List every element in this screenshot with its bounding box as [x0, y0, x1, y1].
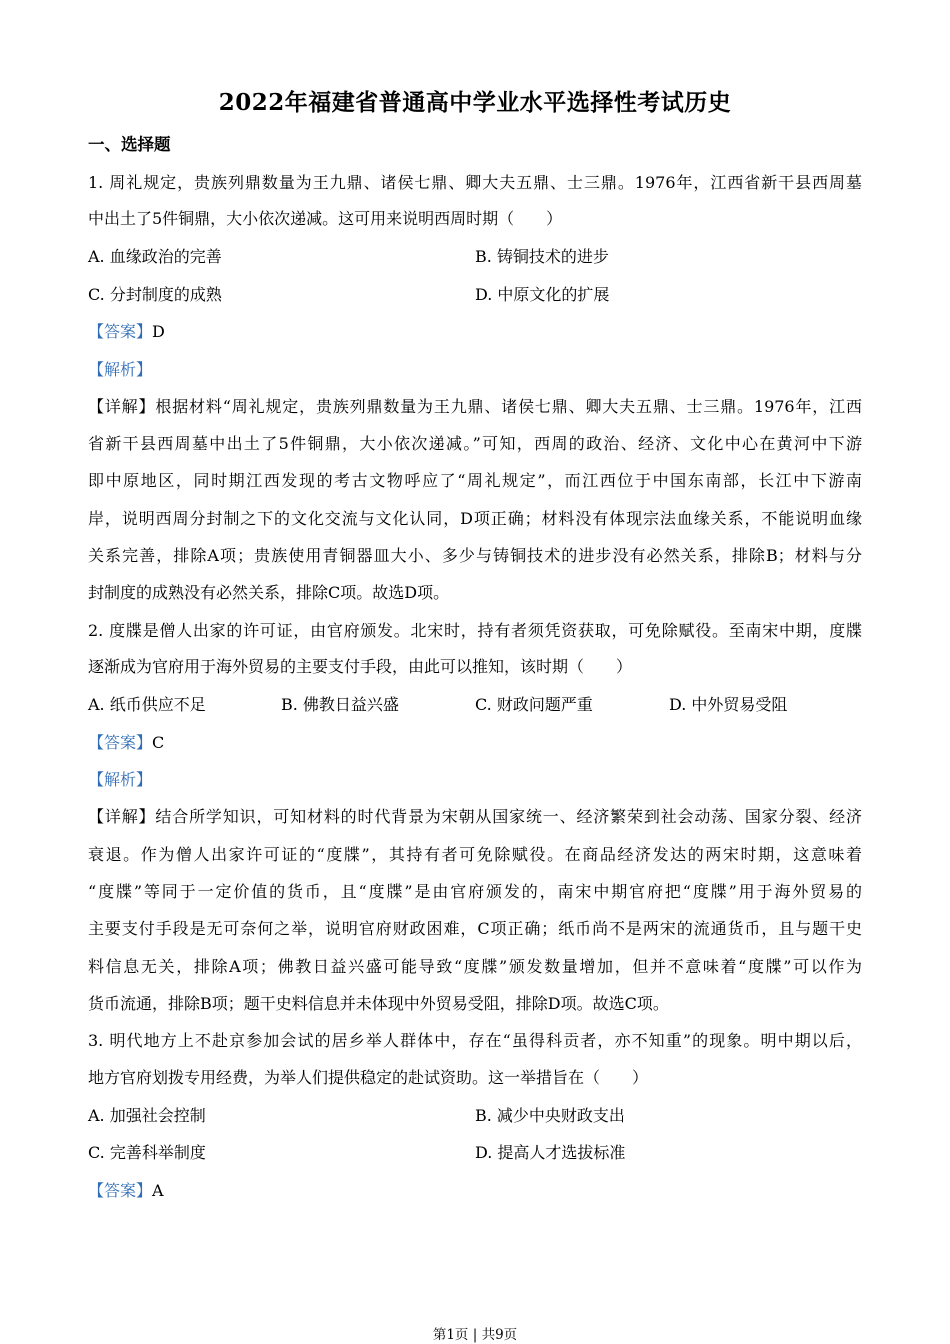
q1-detail-line-3: 即中原地区，同时期江西发现的考古文物呼应了“周礼规定”，而江西位于中国东南部，长江中下游南 — [88, 471, 862, 490]
q2-stem-line-1: 2. 度牒是僧人出家的许可证，由官府颁发。北宋时，持有者须凭资获取，可免除赋役。至南宋中期，度牒 — [88, 621, 862, 640]
q2-detail-line-3: “度牒”等同于一定价值的货币，且“度牒”是由官府颁发的，南宋中期官府把“度牒”用于海外贸易的 — [88, 882, 862, 901]
q1-option-a: A. 血缘政治的完善 — [88, 247, 222, 266]
q2-analysis-tag: 【解析】 — [88, 770, 153, 789]
answer-value: C — [152, 733, 165, 752]
q1-stem-line-2: 中出土了5件铜鼎，大小依次递减。这可用来说明西周时期（ ） — [88, 209, 563, 228]
q2-option-a: A. 纸币供应不足 — [88, 695, 206, 714]
q1-answer — [88, 319, 165, 342]
q3-option-d: D. 提高人才选拔标准 — [475, 1143, 626, 1162]
q1-analysis-tag: 【解析】 — [88, 360, 153, 379]
section-heading: 一、选择题 — [88, 135, 171, 154]
q2-detail-line-1: 【详解】结合所学知识，可知材料的时代背景为宋朝从国家统一、经济繁荣到社会动荡、国家分裂、经济 — [88, 807, 862, 826]
q2-option-d: D. 中外贸易受阻 — [669, 695, 788, 714]
q2-answer — [88, 730, 164, 753]
q3-option-b: B. 减少中央财政支出 — [475, 1106, 625, 1125]
q2-stem-line-2: 逐渐成为官府用于海外贸易的主要支付手段，由此可以推知，该时期（ ） — [88, 657, 633, 676]
q1-detail-line-6: 封制度的成熟没有必然关系，排除C项。故选D项。 — [88, 583, 450, 602]
q3-stem-line-2: 地方官府划拨专用经费，为举人们提供稳定的赴试资助。这一举措旨在（ ） — [88, 1068, 649, 1087]
q2-option-c: C. 财政问题严重 — [475, 695, 593, 714]
q3-answer — [88, 1178, 164, 1201]
q2-detail-line-2: 衰退。作为僧人出家许可证的“度牒”，其持有者可免除赋役。在商品经济发达的两宋时期，这意味着 — [88, 845, 862, 864]
q1-detail-line-4: 岸，说明西周分封制之下的文化交流与文化认同，D项正确；材料没有体现宗法血缘关系，不能说明血缘 — [88, 509, 862, 528]
detail-tag: 【详解】 — [88, 807, 156, 826]
q3-option-a: A. 加强社会控制 — [88, 1106, 206, 1125]
answer-tag: 【答案】 — [88, 1181, 153, 1200]
q1-detail-line-5: 关系完善，排除A项；贵族使用青铜器皿大小、多少与铸铜技术的进步没有必然关系，排除B；材料与分 — [88, 546, 862, 565]
answer-tag: 【答案】 — [88, 733, 153, 752]
answer-value: A — [152, 1181, 164, 1200]
q2-detail-line-6: 货币流通，排除B项；题干史料信息并未体现中外贸易受阻，排除D项。故选C项。 — [88, 994, 669, 1013]
page-title: 2022年福建省普通高中学业水平选择性考试历史 — [218, 89, 732, 116]
q1-stem-line-1: 1. 周礼规定，贵族列鼎数量为王九鼎、诸侯七鼎、卿大夫五鼎、士三鼎。1976年，江西省新干县西周墓 — [88, 173, 862, 192]
q1-option-d: D. 中原文化的扩展 — [475, 285, 610, 304]
q1-detail-line-1: 【详解】根据材料“周礼规定，贵族列鼎数量为王九鼎、诸侯七鼎、卿大夫五鼎、士三鼎。1976年，江西 — [88, 397, 862, 416]
q1-option-b: B. 铸铜技术的进步 — [475, 247, 609, 266]
q2-detail-line-4: 主要支付手段是无可奈何之举，说明官府财政困难，C项正确；纸币尚不是两宋的流通货币，且与题干史 — [88, 919, 862, 938]
detail-tag: 【详解】 — [88, 397, 156, 416]
q3-stem-line-1: 3. 明代地方上不赴京参加会试的居乡举人群体中，存在“虽得科贡者，亦不知重”的现象。明中期以后， — [88, 1031, 862, 1050]
answer-value: D — [152, 322, 165, 341]
q2-option-b: B. 佛教日益兴盛 — [281, 695, 399, 714]
answer-tag: 【答案】 — [88, 322, 153, 341]
q1-option-c: C. 分封制度的成熟 — [88, 285, 222, 304]
q1-detail-line-2: 省新干县西周墓中出土了5件铜鼎，大小依次递减。”可知，西周的政治、经济、文化中心在黄河中下游 — [88, 434, 862, 453]
page-footer: 第1页 | 共9页 — [432, 1327, 518, 1343]
q2-detail-line-5: 料信息无关，排除A项；佛教日益兴盛可能导致“度牒”颁发数量增加，但并不意味着“度牒”可以作为 — [88, 957, 862, 976]
q3-option-c: C. 完善科举制度 — [88, 1143, 206, 1162]
